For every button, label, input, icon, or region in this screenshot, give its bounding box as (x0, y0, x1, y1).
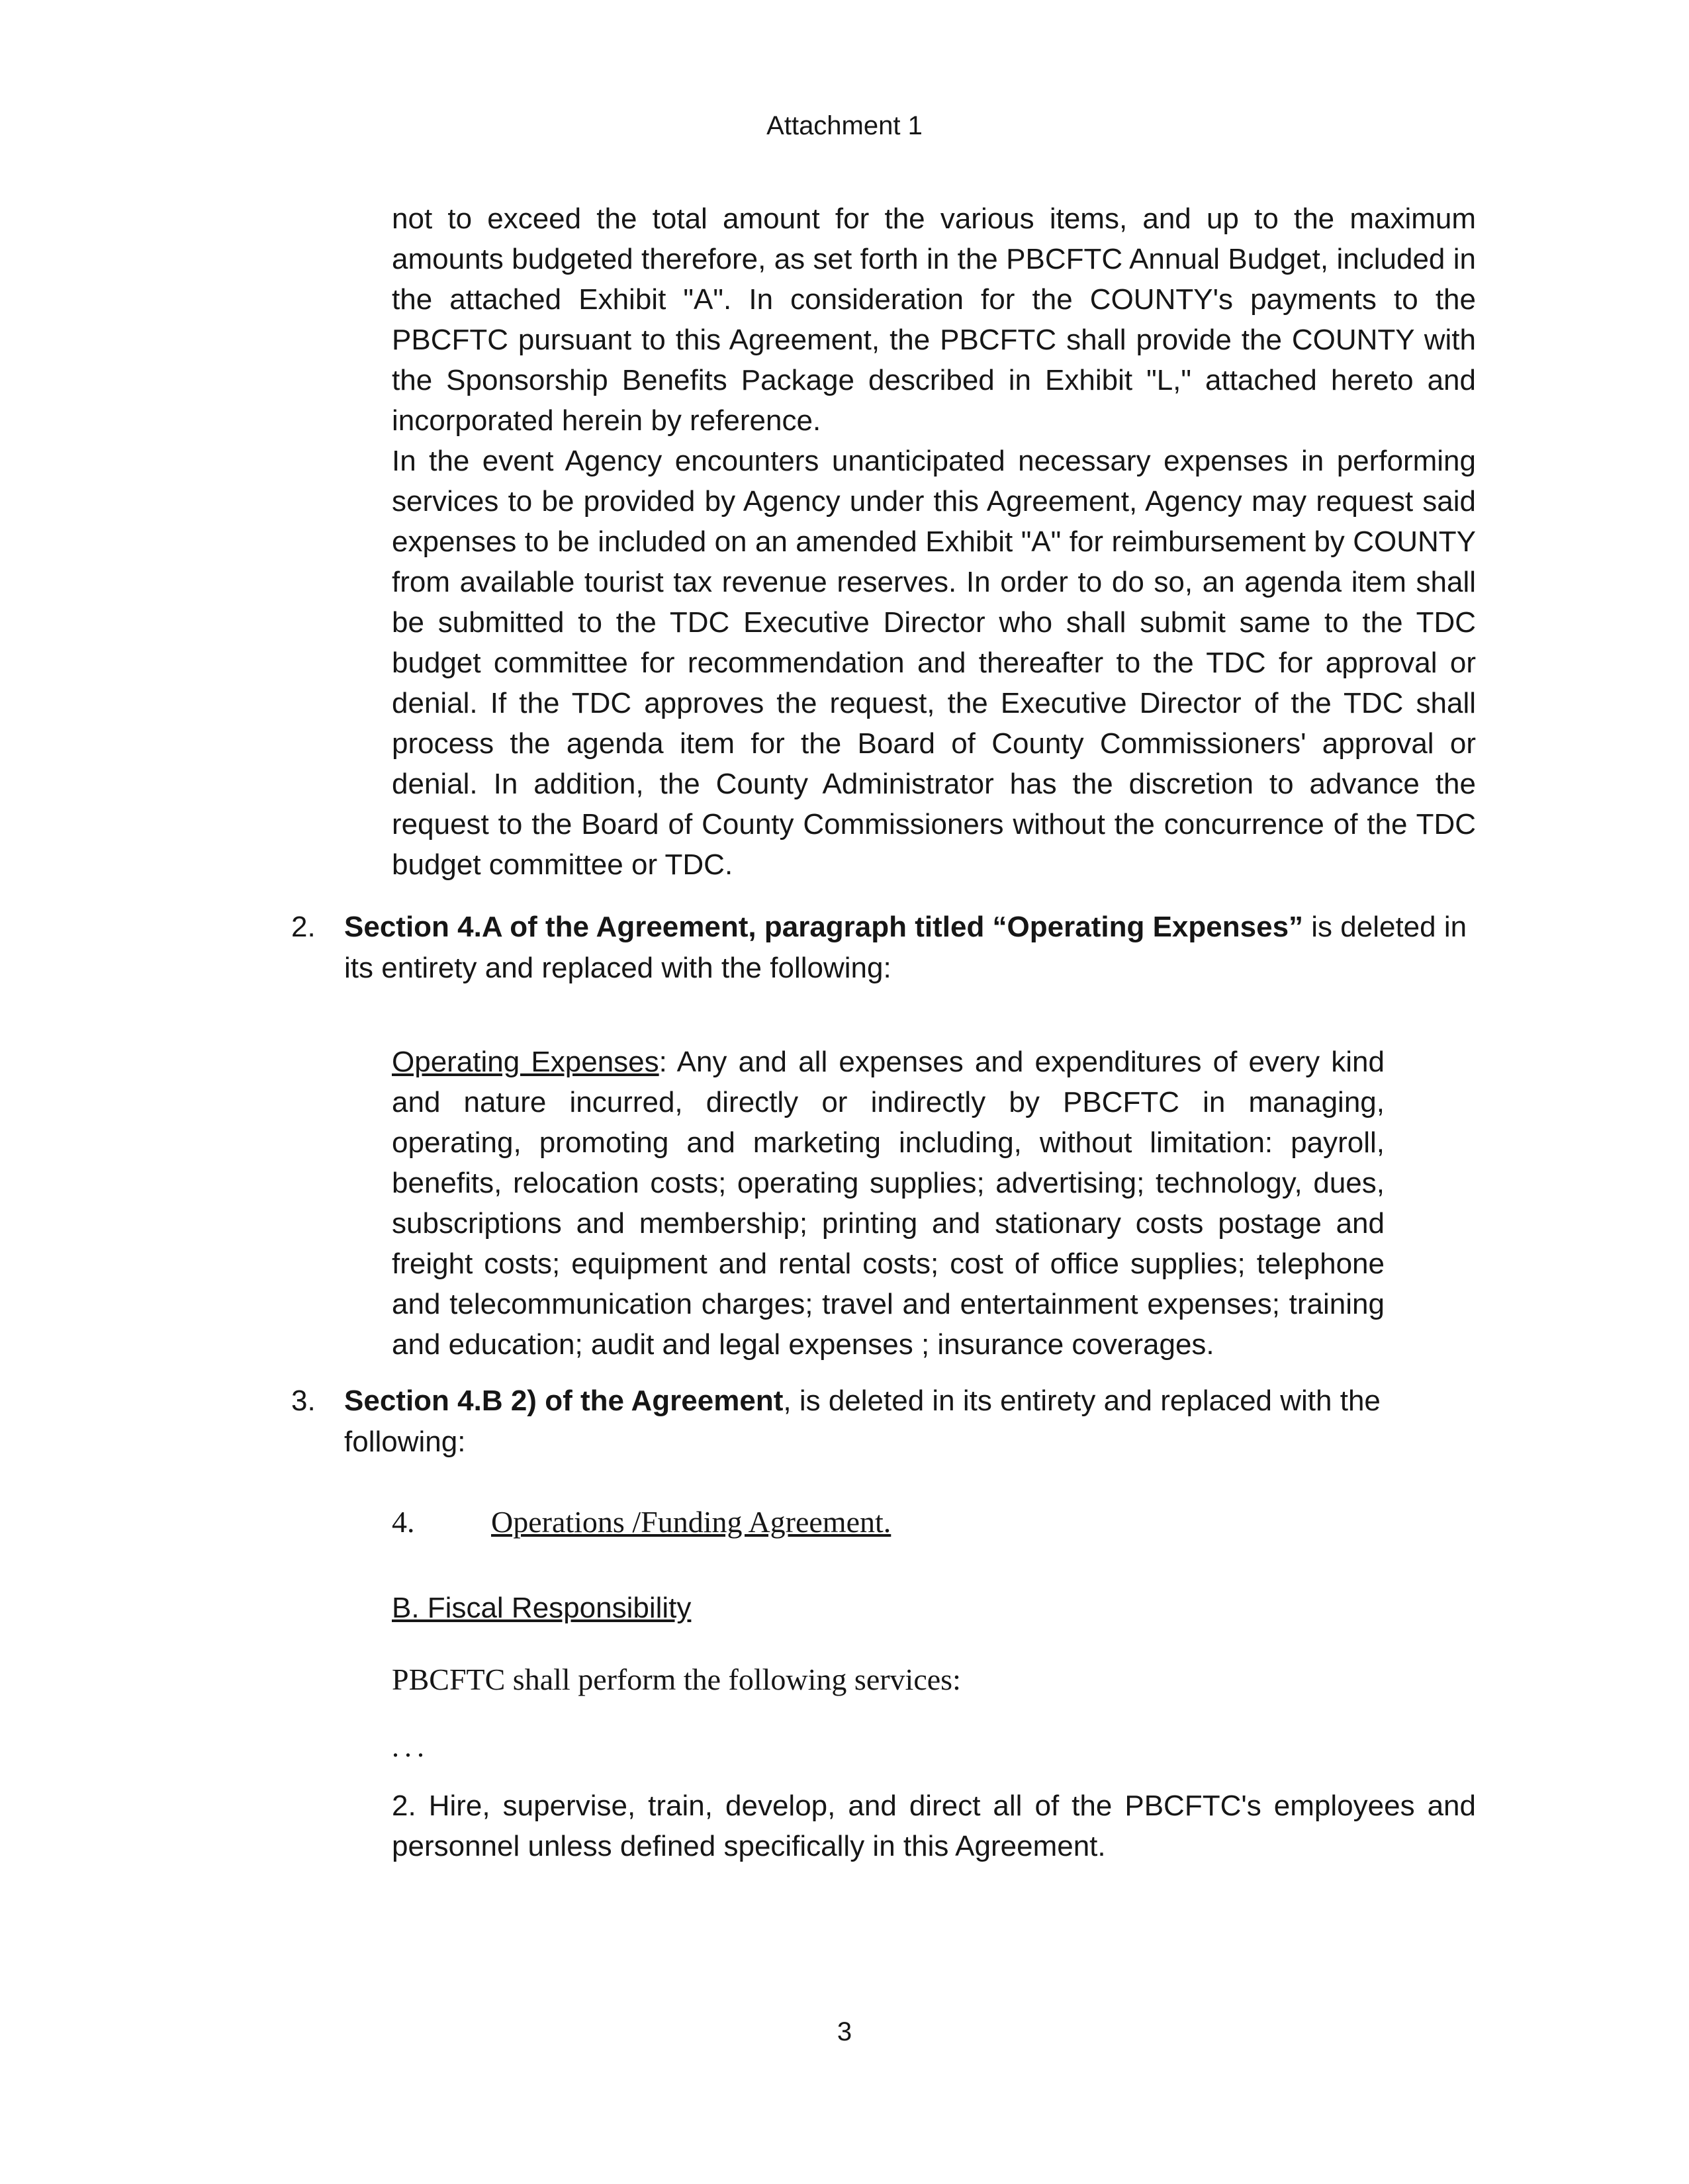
definition-text: : Any and all expenses and expenditures of every kind and nature incurred, directly or indirectly by PBCFTC in managing, operating, promoting and marketing including, without limitation: payroll, benefits, relocation costs; operating supplies; advertising; technology, dues, subscriptions and membership; printing and stationary costs postage and freight costs; equipment and rental costs; cost of office supplies; telephone and telecommunication charges; travel and entertainment expenses; training and education; audit and legal expenses ; insurance coverages. (392, 1046, 1385, 1361)
paragraph-budget-limit: not to exceed the total amount for the various items, and up to the maximum amounts budgeted therefore, as set forth in the PBCFTC Annual Budget, included in the attached Exhibit "A". In consideration for the COUNTY's payments to the PBCFTC pursuant to this Agreement, the PBCFTC shall provide the COUNTY with the Sponsorship Benefits Package described in Exhibit "L," attached hereto and incorporated herein by reference. (392, 203, 1476, 437)
clause-hire-personnel: 2. Hire, supervise, train, develop, and direct all of the PBCFTC's employees and personnel unless defined specifically in this Agreement. (392, 1790, 1476, 1862)
section-reference: Section 4.B 2) of the Agreement (344, 1385, 784, 1417)
operating-expenses-definition (392, 1042, 1385, 1365)
list-item-section-4a (291, 907, 1476, 989)
section-title: Operations /Funding Agreement. (491, 1505, 891, 1539)
list-item-text (344, 1381, 1476, 1463)
list-item-section-4b (291, 1381, 1476, 1463)
section-number: 4. (392, 1505, 415, 1539)
omission-ellipsis: ... (392, 1731, 430, 1763)
list-item-number: 2. (291, 911, 316, 943)
list-item-number: 3. (291, 1385, 316, 1417)
defined-term: Operating Expenses (392, 1046, 659, 1078)
section-instruction: is deleted in its entirety and replaced with the following: (344, 911, 1467, 984)
subsection-heading: B. Fiscal Responsibility (392, 1592, 692, 1624)
section-reference: Section 4.A of the Agreement, paragraph titled “Operating Expenses” (344, 911, 1304, 943)
section-heading (392, 1502, 891, 1542)
list-item-text (344, 907, 1476, 989)
paragraph-unanticipated-expenses: In the event Agency encounters unanticipated necessary expenses in performing services to be provided by Agency under this Agreement, Agency may request said expenses to be included on an amended Exhibit "A" for reimbursement by COUNTY from available tourist tax revenue reserves. In order to do so, an agenda item shall be submitted to the TDC Executive Director who shall submit same to the TDC budget committee for recommendation and thereafter to the TDC for approval or denial. If the TDC approves the request, the Executive Director of the TDC shall process the agenda item for the Board of County Commissioners' approval or denial. In addition, the County Administrator has the discretion to advance the request to the Board of County Commissioners without the concurrence of the TDC budget committee or TDC. (392, 445, 1476, 881)
page-number: 3 (837, 2017, 852, 2046)
section-instruction: , is deleted in its entirety and replaced with the following: (344, 1385, 1381, 1458)
page-header: Attachment 1 (766, 111, 923, 140)
services-intro: PBCFTC shall perform the following services: (392, 1662, 961, 1696)
